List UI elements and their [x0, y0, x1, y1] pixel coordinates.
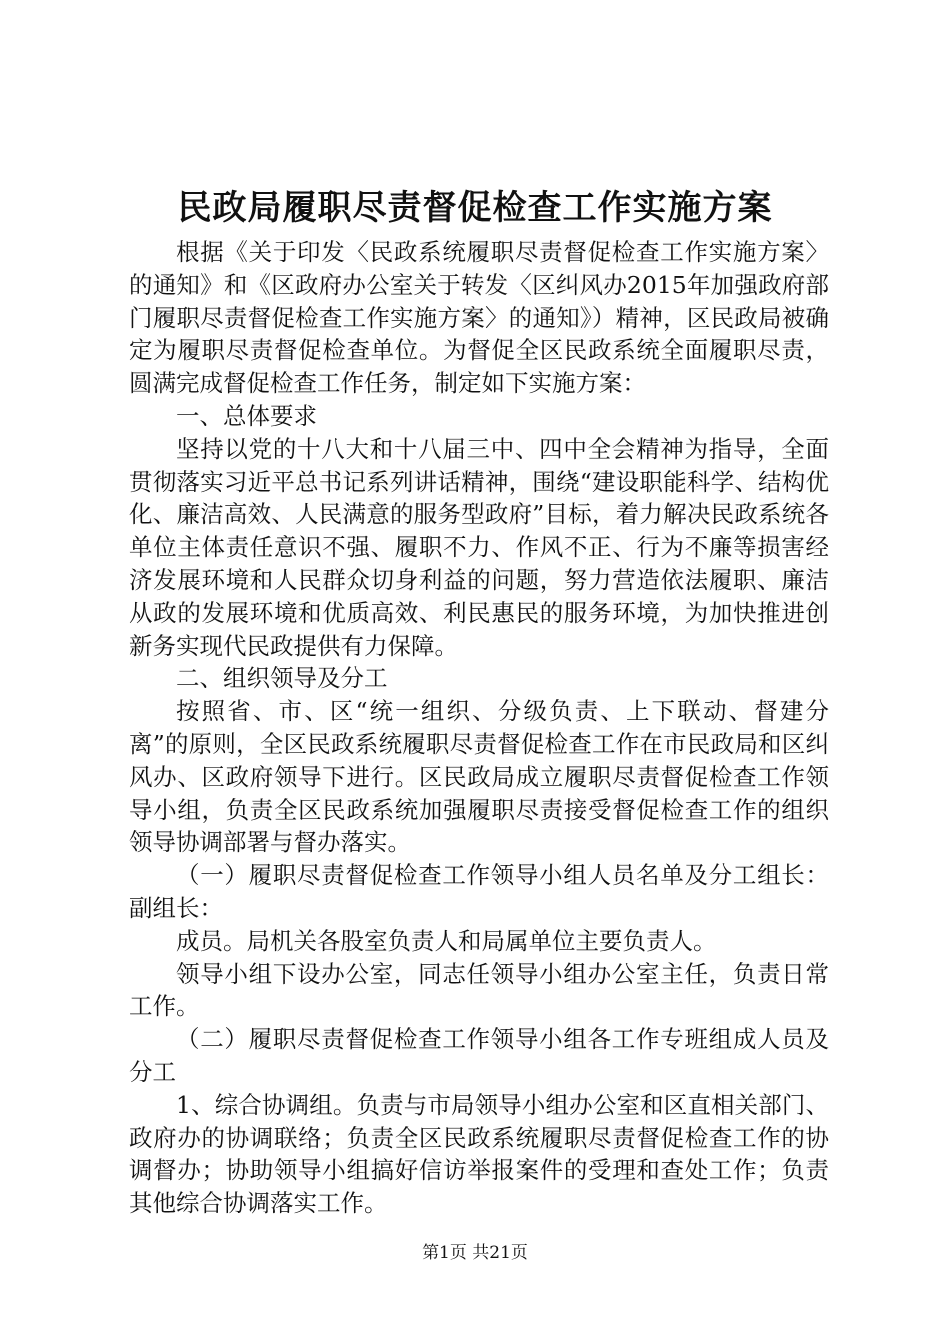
section-heading-general-requirements: 一、总体要求: [176, 401, 317, 430]
section-heading-organization: 二、组织领导及分工: [176, 664, 388, 693]
page-number-footer: 第1页 共21页: [422, 1243, 528, 1263]
intro-paragraph: 根据《关于印发〈民政系统履职尽责督促检查工作实施方案〉的通知》和《区政府办公室关于转发〈区纠风办2015年加强政府部门履职尽责督促检查工作实施方案〉的通知》）精神，区民政局被确定为履职尽责督促检查单位。为督促全区民政系统全面履职尽责，圆满完成督促检查工作任务，制定如下实施方案：: [129, 238, 829, 398]
office-paragraph: 领导小组下设办公室，同志任领导小组办公室主任，负责日常工作。: [129, 959, 829, 1021]
members-paragraph: 成员。局机关各股室负责人和局属单位主要负责人。: [176, 926, 717, 955]
organization-paragraph: 按照省、市、区“统一组织、分级负责、上下联动、督建分离”的原则，全区民政系统履职尽责督促检查工作在市民政局和区纠风办、区政府领导下进行。区民政局成立履职尽责督促检查工作领导小组，负责全区民政系统加强履职尽责接受督促检查工作的组织领导协调部署与督办落实。: [129, 697, 829, 857]
document-title: 民政局履职尽责督促检查工作实施方案: [177, 188, 773, 228]
general-requirements-paragraph: 坚持以党的十八大和十八届三中、四中全会精神为指导，全面贯彻落实习近平总书记系列讲话精神，围绕“建设职能科学、结构优化、廉洁高效、人民满意的服务型政府”目标，着力解决民政系统各单位主体责任意识不强、履职不力、作风不正、行为不廉等损害经济发展环境和人民群众切身利益的问题，努力营造依法履职、廉洁从政的发展环境和优质高效、利民惠民的服务环境，为加快推进创新务实现代民政提供有力保障。: [129, 434, 829, 660]
subsection-leadership-group: （一）履职尽责督促检查工作领导小组人员名单及分工组长：副组长：: [129, 861, 829, 922]
document-body: [129, 236, 829, 1220]
coordination-team-paragraph: 1、综合协调组。负责与市局领导小组办公室和区直相关部门、政府办的协调联络；负责全区民政系统履职尽责督促检查工作的协调督办；协助领导小组搞好信访举报案件的受理和查处工作；负责其他综合协调落实工作。: [129, 1090, 829, 1218]
subsection-work-teams: （二）履职尽责督促检查工作领导小组各工作专班组成人员及分工: [129, 1025, 829, 1086]
